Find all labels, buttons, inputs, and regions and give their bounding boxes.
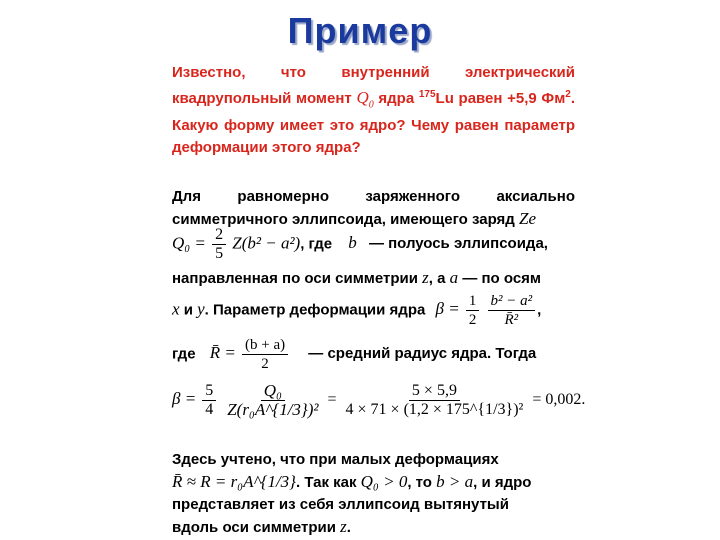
calc-fraction-2: $\frac{\text{Q₀}}{\text{Z(r₀A\textasciicircum{}\{1/3\})²}}$ xyxy=(227,381,319,419)
formula-q0-fraction: $\frac{2}{5}$ xyxy=(212,226,226,263)
beta-fraction-2: $\frac{\text{b² − a²}}{\text{R̄²}}$ xyxy=(488,292,536,329)
calc-result: = 0,002. xyxy=(532,391,586,409)
beta-fraction-1: $\frac{1}{2}$ xyxy=(466,292,480,329)
calculation-line: β = $\frac{5}{4}$ $\frac{\text{Q₀}}{\text{Z(r₀A\textasciicircum{}\{1/3\})²}}$ = $\frac{5 \times 5,9}{\text{4 × 71 × (1,2 × 175\textasciicircum{}\{1/3\})²}}$ = 0,002. xyxy=(172,381,586,419)
deformation-parameter-line: x и y. Параметр деформации ядра β = $\frac{1}{2}$ $\frac{\text{b² − a²}}{\text{R̄²}}$ , xyxy=(172,293,542,328)
problem-text-2: ядра xyxy=(378,89,415,107)
formula-q0-line: Q₀ = $\frac{2}{5}$ Z(b² − a²), где b — полуось эллипсоида, xyxy=(172,226,548,262)
calc-fraction-1: $\frac{5}{4}$ xyxy=(202,382,216,419)
charge-symbol: Ze xyxy=(518,208,536,228)
conclusion-line-4: вдоль оси симметрии z. xyxy=(172,517,351,536)
axis-description-line: направленная по оси симметрии z, а a — по осям xyxy=(172,268,542,287)
conclusion-line-1: Здесь учтено, что при малых деформациях xyxy=(172,451,499,468)
conclusion-line-2: R̄ ≈ R = r₀A^{1/3}. Так как Q₀ > 0, то b > a, и ядро xyxy=(172,472,532,491)
isotope-symbol: Lu xyxy=(435,89,454,107)
slide-title: Пример xyxy=(287,10,433,51)
mean-radius-fraction: $\frac{(b + a)}{2}$ xyxy=(242,336,288,373)
q0-symbol: $Q_0$ xyxy=(356,87,374,110)
problem-text-4: . Какую форму имеет это ядро? Чему равен параметр деформации этого ядра? xyxy=(172,89,576,156)
problem-text-1: Известно, что внутренний электрический квадрупольный момент xyxy=(172,64,575,107)
isotope-mass: 175 xyxy=(418,88,436,100)
conclusion-line-3: представляет из себя эллипсоид вытянутый xyxy=(172,496,509,513)
mean-radius-line: где R̄ = $\frac{(b + a)}{2}$ — средний радиус ядра. Тогда xyxy=(172,337,537,372)
problem-text-3: равен +5,9 Фм xyxy=(458,89,566,107)
problem-statement: Известно, что внутренний электрический квадрупольный момент $Q_0$ ядра $^{175}$Lu равен +5,9 $Фм^2$. Какую форму имеет это ядро? Чему равен параметр деформации этого ядра? xyxy=(172,64,576,156)
calc-fraction-3: $\frac{5 \times 5,9}{\text{4 × 71 × (1,2 × 175\textasciicircum{}\{1/3\})²}}$ xyxy=(345,382,524,418)
conclusion xyxy=(172,449,575,539)
solution-intro: Для равномерно заряженного аксиально симметричного эллипсоида, имеющего заряд Ze xyxy=(172,188,575,228)
